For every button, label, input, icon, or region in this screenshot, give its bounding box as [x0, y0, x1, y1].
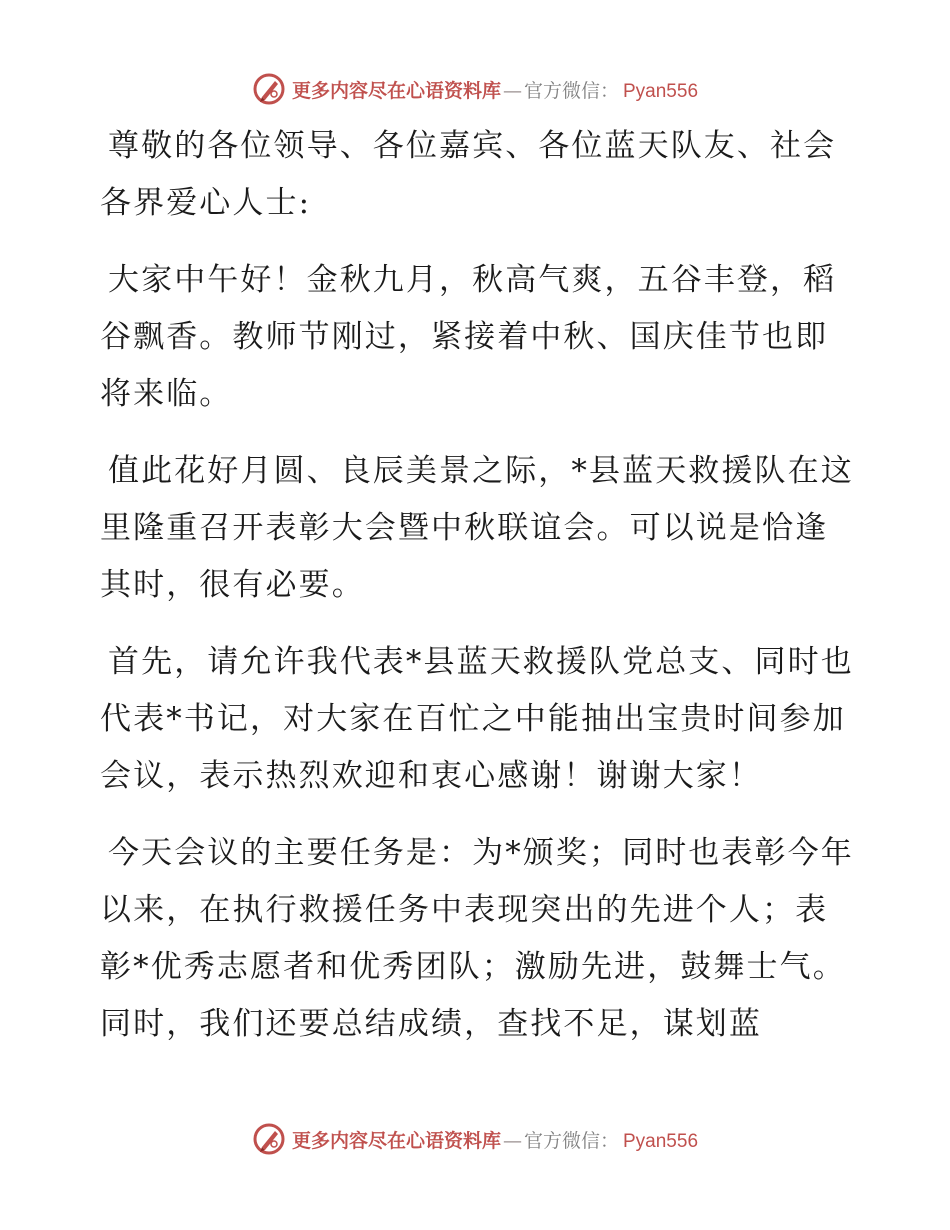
paragraph: 尊敬的各位领导、各位嘉宾、各位蓝天队友、社会各界爱心人士:	[100, 128, 837, 221]
pen-logo-icon	[252, 1122, 286, 1156]
page-header	[0, 72, 950, 106]
footer-separator: —	[502, 1129, 522, 1152]
page-footer	[0, 1122, 950, 1156]
header-separator: —	[502, 79, 522, 102]
paragraph: 首先，请允许我代表*县蓝天救援队党总支、同时也代表*书记，对大家在百忙之中能抽出宝贵时间参加会议，表示热烈欢迎和衷心感谢！谢谢大家！	[100, 644, 854, 794]
footer-brand-name: 更多内容尽在心语资料库	[291, 1129, 501, 1152]
footer-brand-text	[292, 1126, 698, 1153]
paragraph: 今天会议的主要任务是：为*颁奖；同时也表彰今年以来，在执行救援任务中表现突出的先进个人；表彰*优秀志愿者和优秀团队；激励先进，鼓舞士气。同时，我们还要总结成绩，查找不足，谋划蓝	[100, 835, 854, 1042]
footer-contact-label: 官方微信：	[523, 1129, 619, 1152]
pen-logo-icon	[252, 72, 286, 106]
footer-contact-id: Pyan556	[623, 1130, 699, 1152]
header-brand-name: 更多内容尽在心语资料库	[291, 79, 501, 102]
document-body	[100, 118, 860, 1073]
paragraph: 大家中午好！金秋九月，秋高气爽，五谷丰登，稻谷飘香。教师节刚过，紧接着中秋、国庆佳节也即将来临。	[100, 262, 837, 412]
header-contact-label: 官方微信：	[523, 79, 619, 102]
header-brand-text	[292, 76, 698, 103]
paragraph: 值此花好月圆、良辰美景之际，*县蓝天救援队在这里隆重召开表彰大会暨中秋联谊会。可以说是恰逢其时，很有必要。	[100, 453, 854, 603]
header-contact-id: Pyan556	[623, 80, 699, 102]
